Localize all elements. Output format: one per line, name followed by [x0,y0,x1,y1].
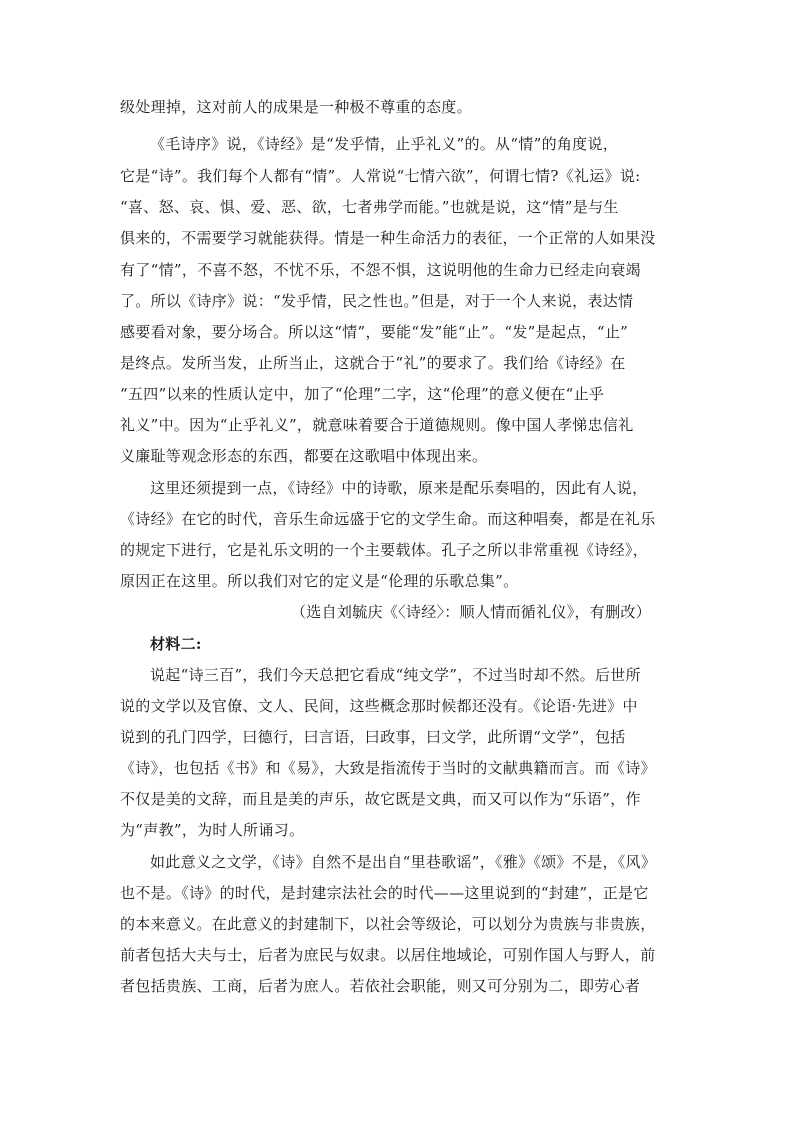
paragraph-line-26: 者包括贵族、工商，后者为庶人。若依社会职能，则又可分别为二，即劳心者 [120,977,641,995]
paragraph-line-2: 它是“诗”。我们每个人都有“情”。人常说“七情六欲”，何谓七情?《礼运》说: [120,167,641,185]
paragraph-line-14: 的规定下进行，它是礼乐文明的一个主要载体。孔子之所以非常重视《诗经》， [120,541,649,559]
paragraph-line-6: 了。所以《诗序》说：“发乎情，民之性也。”但是，对于一个人来说，表达情 [120,292,634,310]
paragraph-line-23: 也不是。《诗》的时代，是封建宗法社会的时代——这里说到的“封建”，正是它 [120,884,649,902]
text-line-1: 级处理掉，这对前人的成果是一种极不尊重的态度。 [120,98,472,116]
paragraph-line-13: 《诗经》在它的时代，音乐生命远盛于它的文学生命。而这种唱奏，都是在礼乐 [120,510,656,528]
paragraph-line-15: 原因正在这里。所以我们对它的定义是“伦理的乐歌总集”。 [120,572,519,590]
paragraph-line-10: 礼义”中。因为“止乎礼义”，就意味着要合于道德规则。像中国人孝悌忠信礼 [120,416,634,434]
paragraph-line-1: 《毛诗序》说，《诗经》是“发乎情，止乎礼义”的。从“情”的角度说， [150,135,619,153]
paragraph-line-25: 前者包括大夫与士，后者为庶民与奴隶。以居住地域论，可别作国人与野人，前 [120,946,656,964]
section-heading: 材料二: [150,635,202,653]
paragraph-line-21: 为“声教”，为时人所诵习。 [120,821,305,839]
paragraph-line-20: 不仅是美的文辞，而且是美的声乐，故它既是文典，而又可以作为“乐语”，作 [120,790,641,808]
paragraph-line-9: “五四”以来的性质认定中，加了“伦理”二字，这“伦理”的意义便在“止乎 [120,385,605,403]
paragraph-line-19: 《诗》，也包括《书》和《易》，大致是指流传于当时的文献典籍而言。而《诗》 [120,759,656,777]
paragraph-line-8: 是终点。发所当发，止所当止，这就合于“礼”的要求了。我们给《诗经》在 [120,354,626,372]
paragraph-line-7: 感要看对象，要分场合。所以这“情”，要能“发”能“止”。“发”是起点，“止” [120,323,629,341]
paragraph-line-22: 如此意义之文学，《诗》自然不是出自“里巷歌谣”，《雅》《颂》不是，《风》 [150,853,657,871]
paragraph-line-11: 义廉耻等观念形态的东西，都要在这歌唱中体现出来。 [120,447,488,465]
source-citation: （选自刘毓庆《〈诗经〉：顺人情而循礼仪》，有删改） [291,603,652,621]
paragraph-line-5: 有了“情”，不喜不怒，不忧不乐，不怨不惧，这说明他的生命力已经走向衰竭 [120,261,641,279]
paragraph-line-24: 的本来意义。在此意义的封建制下，以社会等级论，可以划分为贵族与非贵族， [120,915,656,933]
paragraph-line-16: 说起“诗三百”，我们今天总把它看成“纯文学”，不过当时却不然。后世所 [150,666,641,684]
paragraph-line-3: “喜、怒、哀、惧、爱、恶、欲，七者弗学而能。”也就是说，这“情”是与生 [120,198,619,216]
paragraph-line-18: 说到的孔门四学，曰德行，曰言语，曰政事，曰文学，此所谓“文学”，包括 [120,728,626,746]
paragraph-line-4: 俱来的，不需要学习就能获得。情是一种生命活力的表征，一个正常的人如果没 [120,229,656,247]
paragraph-line-17: 说的文学以及官僚、文人、民间，这些概念那时候都还没有。《论语·先进》中 [120,697,638,715]
paragraph-line-12: 这里还须提到一点，《诗经》中的诗歌，原来是配乐奏唱的，因此有人说， [150,479,648,497]
